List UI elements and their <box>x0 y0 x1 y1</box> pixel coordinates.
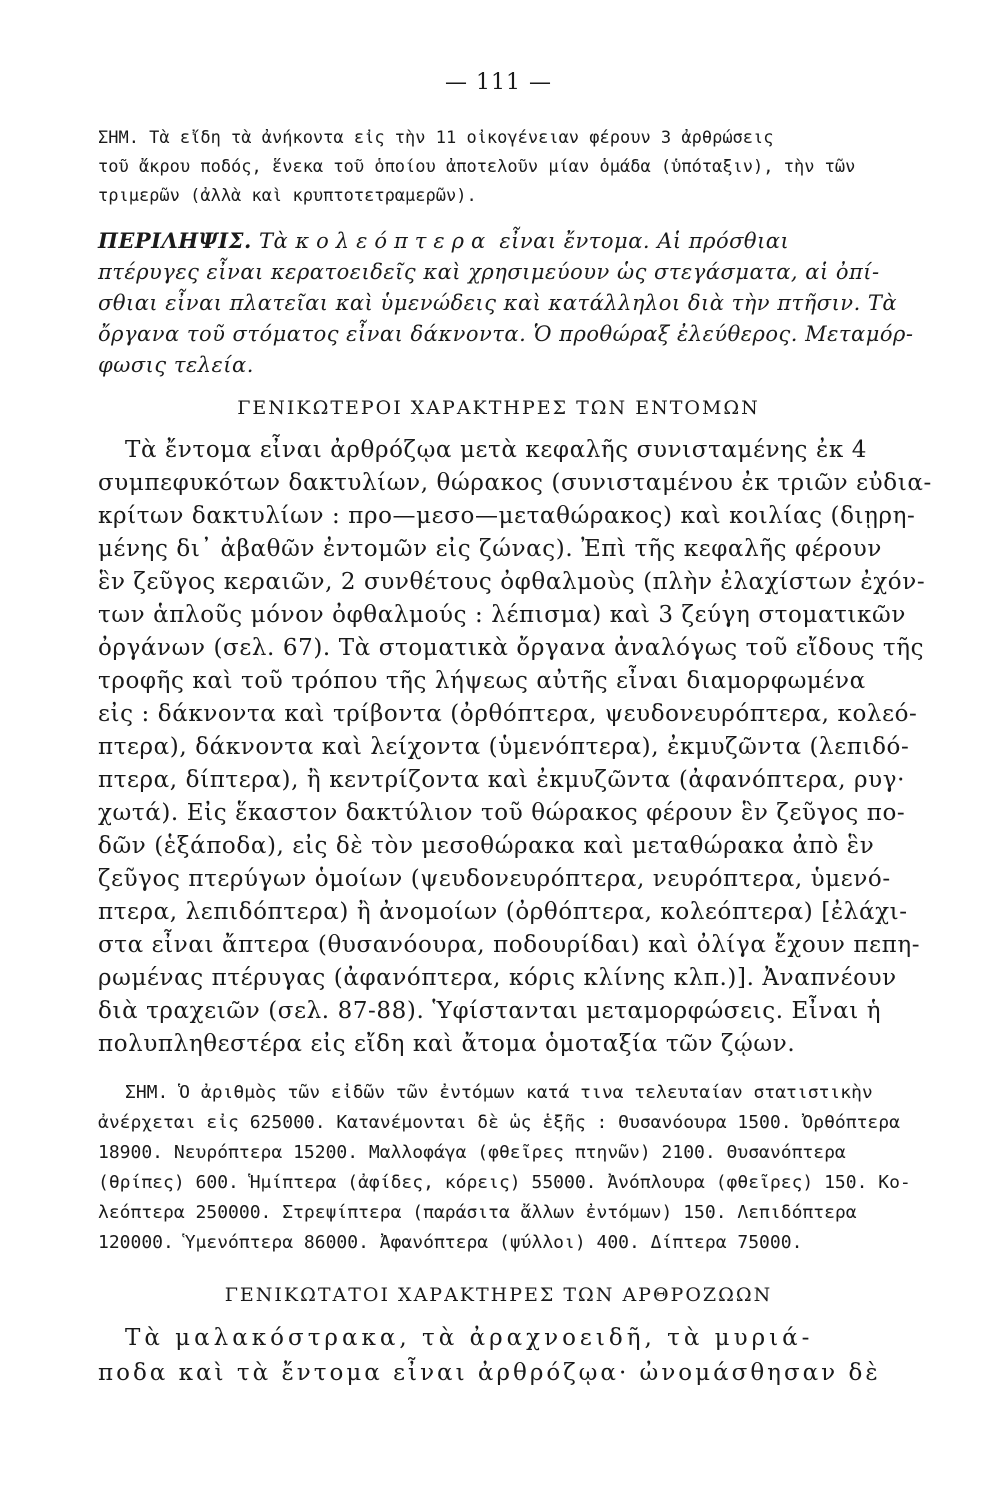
body-line: εἰς : δάκνοντα καὶ τρίβοντα (ὀρθόπτερα, ψευδονευρόπτερα, κολεό- <box>98 701 918 727</box>
note-line: ἀνέρχεται εἰς 625000. Κατανέμονται δὲ ὡς ἑξῆς : Θυσανόουρα 1500. Ὀρθόπτερα <box>98 1112 900 1133</box>
summary-line: πτέρυγες εἶναι κερατοειδεῖς καὶ χρησιμεύουν ὡς στεγάσματα, αἱ ὀπί- <box>98 260 880 284</box>
body-line: πτερα, δίπτερα), ἢ κεντρίζοντα καὶ ἐκμυζῶντα (ἀφανόπτερα, ρυγ· <box>98 767 906 793</box>
summary-text: Τὰ <box>258 229 289 253</box>
body-line: ποδα καὶ τὰ ἔντομα εἶναι ἀρθρόζῳα· ὠνομάσθησαν δὲ <box>98 1360 881 1386</box>
body-line: πτερα), δάκνοντα καὶ λείχοντα (ὑμενόπτερα), ἐκμυζῶντα (λεπιδό- <box>98 734 910 760</box>
summary-emphasis: κολεόπτερα <box>295 229 493 253</box>
summary-label: ΠΕΡΙΛΗΨΙΣ. <box>98 228 252 253</box>
body-line: δῶν (ἑξάποδα), εἰς δὲ τὸν μεσοθώρακα καὶ μεταθώρακα ἀπὸ ἓν <box>98 833 875 859</box>
body-line: ρωμένας πτέρυγας (ἀφανόπτερα, κόρις κλίνης κλπ.)]. Ἀναπνέουν <box>98 965 897 991</box>
body-line: ἓν ζεῦγος κεραιῶν, 2 συνθέτους ὀφθαλμοὺς (πλὴν ἐλαχίστων ἐχόν- <box>98 569 926 595</box>
body-line: στα εἶναι ἄπτερα (θυσανόουρα, ποδουρίδαι) καὶ ὀλίγα ἔχουν πεπη- <box>98 932 921 958</box>
body-line: τροφῆς καὶ τοῦ τρόπου τῆς λήψεως αὐτῆς εἶναι διαμορφωμένα <box>98 668 866 694</box>
summary-line: ὄργανα τοῦ στόματος εἶναι δάκνοντα. Ὁ προθώραξ ἐλεύθερος. Μεταμόρ- <box>98 322 914 346</box>
section-heading: ΓΕΝΙΚΩΤΕΡΟΙ ΧΑΡΑΚΤΗΡΕΣ ΤΩΝ ΕΝΤΟΜΩΝ <box>237 397 760 419</box>
body-line: πτερα, λεπιδόπτερα) ἢ ἀνομοίων (ὀρθόπτερα, κολεόπτερα) [ἐλάχι- <box>98 899 908 925</box>
body-line: διὰ τραχειῶν (σελ. 87-88). Ὑφίστανται μεταμορφώσεις. Εἶναι ἡ <box>98 998 882 1024</box>
note-line: ΣΗΜ. Τὰ εἴδη τὰ ἀνήκοντα εἰς τὴν 11 οἰκογένειαν φέρουν 3 ἀρθρώσεις <box>98 128 774 148</box>
note-line: λεόπτερα 250000. Στρεψίπτερα (παράσιτα ἄλλων ἐντόμων) 150. Λεπιδόπτερα <box>98 1202 857 1223</box>
summary-line <box>98 228 789 253</box>
body-line: πολυπληθεστέρα εἰς εἴδη καὶ ἄτομα ὁμοταξία τῶν ζῴων. <box>98 1031 796 1057</box>
body-line: ὀργάνων (σελ. 67). Τὰ στοματικὰ ὄργανα ἀναλόγως τοῦ εἴδους τῆς <box>98 635 925 661</box>
summary-line: φωσις τελεία. <box>98 353 254 377</box>
note-line: (θρίπες) 600. Ἡμίπτερα (ἀφίδες, κόρεις) 55000. Ἀνόπλουρα (φθεῖρες) 150. Κο- <box>98 1172 911 1193</box>
note-line: 120000. Ὑμενόπτερα 86000. Ἀφανόπτερα (ψύλλοι) 400. Δίπτερα 75000. <box>98 1232 803 1253</box>
body-line: Τὰ ἔντομα εἶναι ἀρθρόζῳα μετὰ κεφαλῆς συνισταμένης ἐκ 4 <box>125 437 868 463</box>
note-line: τριμερῶν (ἀλλὰ καὶ κρυπτοτετραμερῶν). <box>98 186 477 206</box>
note-line: 18900. Νευρόπτερα 15200. Μαλλοφάγα (φθεῖρες πτηνῶν) 2100. Θυσανόπτερα <box>98 1142 846 1163</box>
note-line: τοῦ ἄκρου ποδός, ἕνεκα τοῦ ὁποίου ἀποτελοῦν μίαν ὁμάδα (ὑπόταξιν), τὴν τῶν <box>98 157 856 177</box>
note-line: ΣΗΜ. Ὁ ἀριθμὸς τῶν εἰδῶν τῶν ἐντόμων κατά τινα τελευταίαν στατιστικὴν <box>125 1082 873 1103</box>
section-heading: ΓΕΝΙΚΩΤΑΤΟΙ ΧΑΡΑΚΤΗΡΕΣ ΤΩΝ ΑΡΘΡΟΖΩΩΝ <box>224 1284 773 1306</box>
body-line: μένης δι᾽ ἀβαθῶν ἐντομῶν εἰς ζώνας). Ἐπὶ τῆς κεφαλῆς φέρουν <box>98 536 882 562</box>
body-line: συμπεφυκότων δακτυλίων, θώρακος (συνισταμένου ἐκ τριῶν εὐδια- <box>98 470 932 496</box>
summary-line: σθιαι εἶναι πλατεῖαι καὶ ὑμενώδεις καὶ κατάλληλοι διὰ τὴν πτῆσιν. Τὰ <box>98 291 898 315</box>
page-number: — 111 — <box>445 70 552 95</box>
body-line: Τὰ μαλακόστρακα, τὰ ἀραχνοειδῆ, τὰ μυριά- <box>125 1325 814 1351</box>
summary-text: εἶναι ἔντομα. Αἱ πρόσθιαι <box>499 229 790 253</box>
body-line: χωτά). Εἰς ἕκαστον δακτύλιον τοῦ θώρακος φέρουν ἓν ζεῦγος πο- <box>98 800 906 826</box>
body-line: κρίτων δακτυλίων : προ—μεσο—μεταθώρακος) καὶ κοιλίας (διῃρη- <box>98 503 916 529</box>
body-line: των ἁπλοῦς μόνον ὀφθαλμούς : λέπισμα) καὶ 3 ζεύγη στοματικῶν <box>98 602 906 628</box>
body-line: ζεῦγος πτερύγων ὁμοίων (ψευδονευρόπτερα, νευρόπτερα, ὑμενό- <box>98 866 891 892</box>
